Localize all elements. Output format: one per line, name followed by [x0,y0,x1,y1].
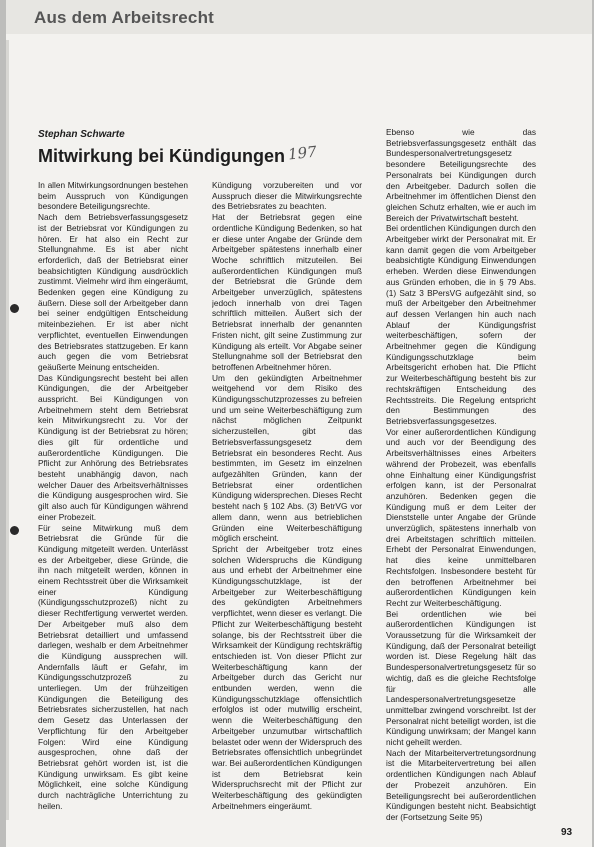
column-2-paragraph-1: Kündigung vorzubereiten und vor Ausspruch dieser die Mitwirkungsrechte des Betriebsrates zu beachten. [212,180,362,212]
column-1-paragraph-3: Das Kündigungsrecht besteht bei allen Kündigungen, die der Arbeitgeber ausspricht. Bei Kündigungen von Arbeitnehmern steht dem Betriebsrat kein Mitwirkungsrecht zu. Vor der Kündigung ist der Betriebsrat zu hören; dies gilt für ordentliche und außerordentliche Kündigungen. Die Pflicht zur Anhörung des Betriebsrates besteht unabhängig davon, nach welcher Dauer des Arbeitsverhältnisses die Kündigung ausgesprochen wird. Sie gilt also auch für Kündigungen während einer Probezeit. [38,372,188,522]
page-edge-shadow [6,40,9,820]
author-name: Stephan Schwarte [38,129,125,140]
page-number: 93 [561,827,573,838]
column-1-paragraph-4: Für seine Mitwirkung muß dem Betriebsrat die Gründe für die Kündigung mitgeteilt werden. Unterlässt es der Arbeitgeber, diese Gründe, die ihn nach mitgeteilt werden, können in einem Rechtsstreit über die Wirksamkeit einer Kündigung (Kündigungsschutzprozeß) nicht zu dieser Rechtfertigung verwertet werden. Der Arbeitgeber muß also dem Betriebsrat detailliert und umfassend darlegen, weshalb er dem Arbeitnehmer die Kündigung aussprechen will. Andernfalls läuft er Gefahr, im Kündigungsschutzprozeß zu unterliegen. Um der frühzeitigen Kündigungen die Beteiligung des Betriebsrates sicherzustellen, hat nach dem Gesetz das Unterlassen der Verpflichtung für den Arbeitgeber Folgen: Wird eine Kündigung ausgesprochen, ohne daß der Betriebsrat gehört worden ist, ist die Kündigung unwirksam. Es gibt keine Möglichkeit, eine solche Kündigung durch nachträgliche Unterrichtung zu heilen. [38,522,188,811]
text-column-2 [212,180,362,845]
column-3-paragraph-5: Nach der Mitarbeitervertretungsordnung ist die Mitarbeitervertretung bei allen ordentlichen Kündigungen nach Ablauf der Probezeit anzuhören. Ein Beteiligungsrecht bei außerordentlichen Kündigungen besteht nicht. Beabsichtigt der (Fortsetzung Seite 95) [386,747,536,822]
document-page [6,0,592,847]
column-1-paragraph-2: Nach dem Betriebsverfassungsgesetz ist der Betriebsrat vor Kündigungen zu hören. Er hat also ein Recht zur Stellungnahme. Es ist aber nicht erforderlich, daß der Betriebsrat einer beabsichtigten Kündigung ausdrücklich zustimmt. Vielmehr wird ihm eingeräumt, Bedenken gegen eine Kündigung zu äußern. Diese soll der Arbeitgeber dann bei seiner endgültigen Entscheidung miteinbeziehen. Er ist aber nicht verpflichtet, eventuellen Einwendungen des Betriebsrates stattzugeben. Er kann auch gegen die vom Betriebsrat geäußerte Meinung entscheiden. [38,212,188,372]
punch-hole-bottom [10,526,19,535]
column-2-paragraph-3: Um den gekündigten Arbeitnehmer weitgehend vor dem Risiko des Kündigungsschutzprozesses zu befreien und um seine Weiterbeschäftigung zum nächst möglichen Zeitpunkt sicherzustellen, gibt das Betriebsverfassungsgesetz dem Betriebsrat ein besonderes Recht. Aus bestimmten, im Gesetz im einzelnen aufgezählten Gründen, kann der Betriebsrat einer ordentlichen Kündigung widersprechen. Dieses Recht besteht nach § 102 Abs. (3) BetrVG vor allem dann, wenn aus betrieblichen Gründen eine Weiterbeschäftigung möglich erscheint. [212,372,362,544]
column-3-paragraph-1: Ebenso wie das Betriebsverfassungsgesetz enthält das Bundespersonalvertretungsgesetz besondere Beteiligungsrechte des Personalrats bei Kündigungen durch den Arbeitgeber. Dadurch sollen die Arbeitnehmer im öffentlichen Dienst den gleichen Schutz erhalten, wie er auch im Bereich der Privatwirtschaft besteht. [386,127,536,223]
column-3-paragraph-2: Bei ordentlichen Kündigungen durch den Arbeitgeber wirkt der Personalrat mit. Er kann damit gegen die vom Arbeitgeber beabsichtigte Kündigung Einwendungen erheben. Werden diese Einwendungen aus Gründen erhoben, die in § 79 Abs. (1) Satz 3 BPersVG aufgezählt sind, so muß der Arbeitgeber den Arbeitnehmer auf dessen Verlangen hin auch nach Ablauf der Kündigungsfrist weiterbeschäftigen, sofern der Arbeitnehmer gegen die Kündigung Kündigungsschutzklage beim Arbeitsgericht erhoben hat. Die Pflicht zur Weiterbeschäftigung besteht bis zur rechtskräftigen Entscheidung des Rechtsstreits. Die Regelung entspricht den Bestimmungen des Betriebsverfassungsgesetzes. [386,223,536,426]
punch-hole-top [10,304,19,313]
text-column-1 [38,180,188,845]
column-2-paragraph-2: Hat der Betriebsrat gegen eine ordentliche Kündigung Bedenken, so hat er diese unter Angabe der Gründe dem Arbeitgeber spätestens innerhalb einer Woche schriftlich mitzuteilen. Bei außerordentlichen Kündigungen muß der Betriebsrat die Gründe dem Arbeitgeber unverzüglich, spätestens jedoch innerhalb von drei Tagen schriftlich mitteilen. Äußert sich der Betriebsrat innerhalb der genannten Fristen nicht, gilt seine Zustimmung zur Kündigung als erteilt. Vor Abgabe seiner Stellungnahme soll der Betriebsrat den betroffenen Arbeitnehmer hören. [212,212,362,372]
column-1-paragraph-1: In allen Mitwirkungsordnungen bestehen beim Ausspruch von Kündigungen besondere Beteiligungsrechte. [38,180,188,212]
column-3-paragraph-4: Bei ordentlichen wie bei außerordentlichen Kündigungen ist Voraussetzung für die Wirksamkeit der Kündigung, daß der Personalrat beteiligt worden ist. Diese Regelung hält das Bundespersonalvertretungsgesetz für so wichtig, daß es die gleiche Rechtsfolge für alle Landespersonalvertretungsgesetze unmittelbar zwingend vorschreibt. Ist der Personalrat nicht beteiligt worden, ist die Kündigung unwirksam; der Mangel kann nicht geheilt werden. [386,608,536,748]
column-3-paragraph-3: Vor einer außerordentlichen Kündigung und auch vor der Beendigung des Arbeitsverhältnisses eines Arbeiters während der Probezeit, was ebenfalls ohne Einhaltung einer Kündigungsfrist erfolgen kann, ist der Personalrat anzuhören. Bedenken gegen die Kündigung muß er dem Leiter der Dienststelle unter Angabe der Gründe unverzüglich, spätestens innerhalb von drei Arbeitstagen schriftlich mitteilen. Erhebt der Personalrat Einwendungen, hat dies keine unmittelbaren Rechtsfolgen. Insbesondere besteht für den betroffenen Arbeitnehmer bei außerordentlichen Kündigungen kein Recht zur Weiterbeschäftigung. [386,426,536,608]
text-column-3 [386,127,536,839]
column-2-paragraph-4: Spricht der Arbeitgeber trotz eines solchen Widerspruchs die Kündigung aus und erhebt der Arbeitnehmer eine Kündigungsschutzklage, ist der Arbeitgeber zur Weiterbeschäftigung des gekündigten Arbeitnehmers verpflichtet, wenn dieser es verlangt. Die Pflicht zur Weiterbeschäftigung besteht solange, bis der Rechtsstreit über die Wirksamkeit der Kündigung rechtskräftig entschieden ist. Von dieser Pflicht zur Weiterbeschäftigung kann der Arbeitgeber durch das Gericht nur entbunden werden, wenn die Kündigungsschutzklage offensichtlich erfolglos ist oder mutwillig erscheint, wenn die Weiterbeschäftigung den Arbeitgeber unzumutbar wirtschaftlich belastet oder wenn der Widerspruch des Betriebsrates offensichtlich unbegründet war. Bei außerordentlichen Kündigungen ist dem Betriebsrat kein Widerspruchsrecht mit der Pflicht zur Weiterbeschäftigung des gekündigten Arbeitnehmers eingeräumt. [212,543,362,811]
section-title: Aus dem Arbeitsrecht [34,8,215,27]
handwritten-note: 197 [287,142,318,164]
article-title: Mitwirkung bei Kündigungen [38,146,285,166]
